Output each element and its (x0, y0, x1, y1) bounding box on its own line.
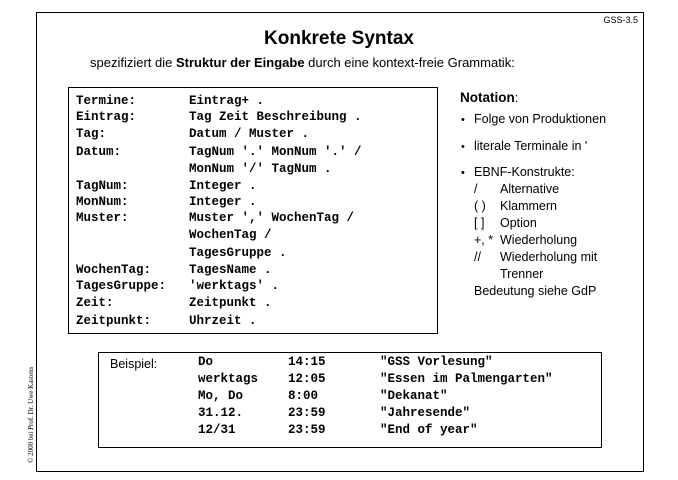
example-text: "GSS Vorlesung" (380, 355, 493, 369)
slide-id: GSS-3.5 (603, 15, 638, 25)
notation-title: Notation (460, 90, 515, 105)
grammar-rhs: TagesName . (189, 263, 272, 277)
example-box (98, 352, 602, 448)
notation-item: literale Terminale in ' (474, 139, 588, 153)
example-zeit: 12:05 (288, 372, 326, 386)
grammar-rhs: MonNum '/' TagNum . (189, 162, 332, 176)
grammar-lhs: MonNum: (76, 195, 129, 209)
notation-footer: Bedeutung siehe GdP (474, 284, 597, 298)
page-title: Konkrete Syntax (264, 28, 414, 49)
notation-item: EBNF-Konstrukte: (474, 165, 575, 179)
ebnf-symbol: [ ] (474, 216, 485, 230)
example-tag: werktags (198, 372, 259, 386)
grammar-rhs: WochenTag / (189, 228, 272, 242)
grammar-rhs: Muster ',' WochenTag / (189, 211, 355, 225)
example-zeit: 14:15 (288, 355, 326, 369)
example-label: Beispiel: (110, 357, 158, 371)
ebnf-description: Klammern (500, 199, 557, 213)
copyright-note: © 2000 bei Prof. Dr. Uwe Kastens (27, 366, 35, 463)
grammar-lhs: Eintrag: (76, 110, 137, 124)
example-zeit: 8:00 (288, 389, 319, 403)
grammar-rhs: 'werktags' . (189, 279, 280, 293)
ebnf-symbol: // (474, 250, 481, 264)
grammar-rhs: Eintrag+ . (189, 94, 265, 108)
example-tag: 12/31 (198, 423, 236, 437)
ebnf-description: Wiederholung (500, 233, 578, 247)
bullet-icon: • (461, 167, 465, 179)
grammar-rhs: Uhrzeit . (189, 314, 257, 328)
example-text: "Dekanat" (380, 389, 448, 403)
notation-heading (460, 90, 518, 105)
bullet-icon: • (461, 141, 465, 153)
ebnf-description: Wiederholung mit (500, 250, 598, 264)
grammar-lhs: Zeitpunkt: (76, 314, 152, 328)
ebnf-symbol: ( ) (474, 199, 486, 213)
grammar-rhs: Datum / Muster . (189, 127, 310, 141)
notation-item: Folge von Produktionen (474, 112, 607, 126)
ebnf-description: Option (500, 216, 537, 230)
grammar-lhs: WochenTag: (76, 263, 152, 277)
bullet-icon: • (461, 114, 465, 126)
subtitle-bold: Struktur der Eingabe (175, 55, 305, 70)
example-tag: 31.12. (198, 406, 244, 420)
grammar-lhs: TagNum: (76, 179, 129, 193)
ebnf-symbol: +, * (474, 233, 494, 247)
ebnf-symbol: / (474, 182, 478, 196)
grammar-lhs: Datum: (76, 145, 122, 159)
grammar-lhs: TagesGruppe: (76, 279, 167, 293)
grammar-rhs: TagNum '.' MonNum '.' / (189, 145, 362, 159)
grammar-lhs: Zeit: (76, 296, 114, 310)
subtitle-post: durch eine kontext-freie Grammatik: (304, 55, 515, 70)
example-zeit: 23:59 (288, 406, 326, 420)
notation-colon: : (514, 91, 519, 105)
example-tag: Mo, Do (198, 389, 244, 403)
grammar-lhs: Termine: (76, 94, 137, 108)
example-text: "End of year" (380, 423, 478, 437)
grammar-rhs: Integer . (189, 179, 257, 193)
example-text: "Essen im Palmengarten" (380, 372, 553, 386)
grammar-rhs: Tag Zeit Beschreibung . (189, 110, 362, 124)
example-tag: Do (198, 355, 214, 369)
ebnf-continuation: Trenner (500, 267, 544, 281)
grammar-rhs: TagesGruppe . (189, 246, 287, 260)
example-zeit: 23:59 (288, 423, 326, 437)
grammar-lhs: Muster: (76, 211, 129, 225)
example-text: "Jahresende" (380, 406, 471, 420)
grammar-lhs: Tag: (76, 127, 107, 141)
subtitle (90, 55, 515, 70)
ebnf-description: Alternative (500, 182, 560, 196)
grammar-rhs: Integer . (189, 195, 257, 209)
subtitle-pre: spezifiziert die (90, 55, 176, 70)
grammar-rhs: Zeitpunkt . (189, 296, 272, 310)
